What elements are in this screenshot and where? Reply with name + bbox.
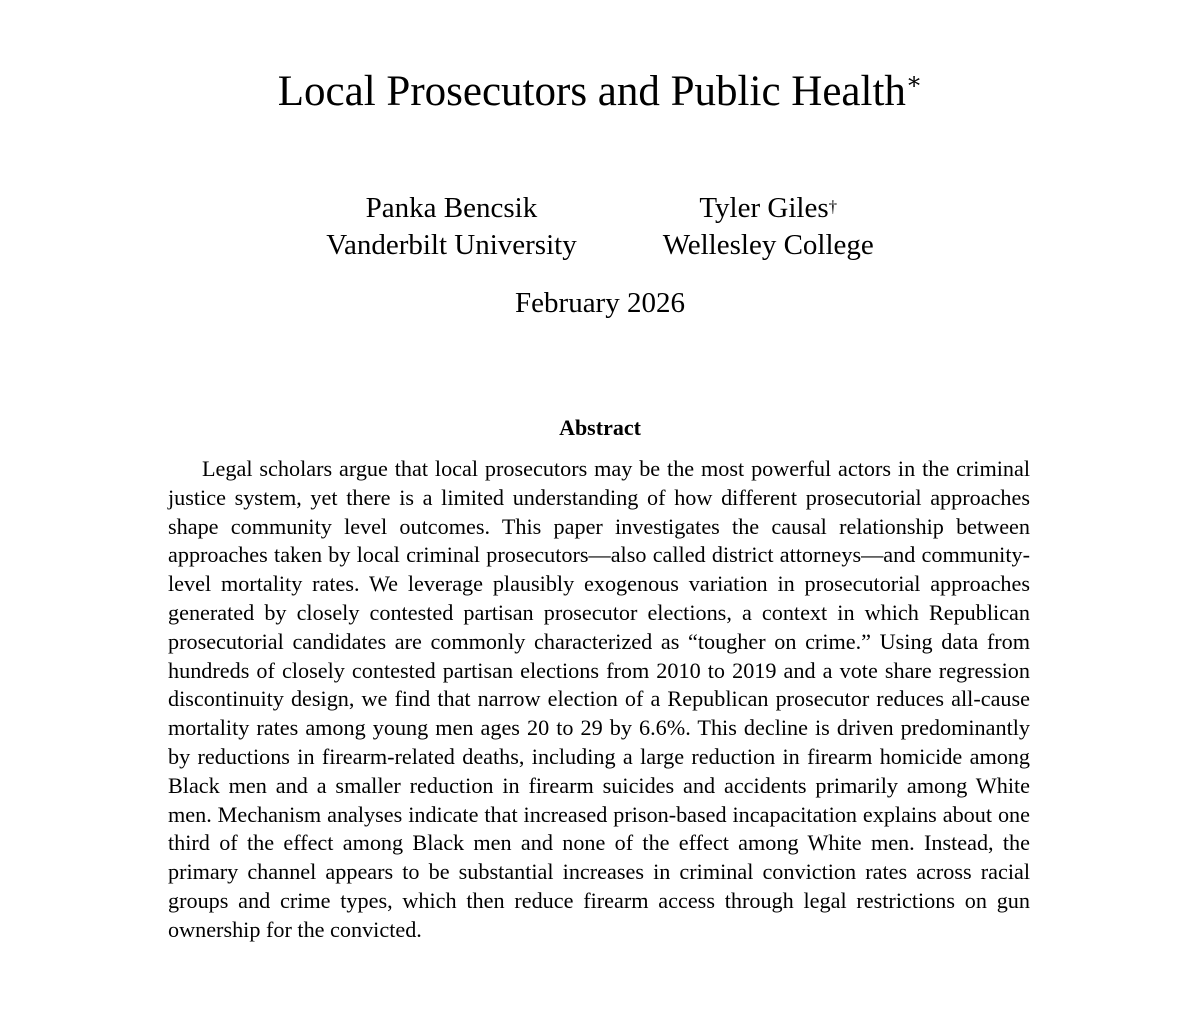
abstract-body: Legal scholars argue that local prosecutors may be the most powerful actors in the criminal justice system, yet there is a limited understanding of how different prosecutorial approaches shape community level outcomes. This paper investigates the causal relationship between approaches taken by local criminal prosecutors—also called district attorneys—and community-level mortality rates. We leverage plausibly exogenous variation in prosecutorial approaches generated by closely contested partisan prosecutor elections, a context in which Republican prosecutorial candidates are commonly characterized as “tougher on crime.” Using data from hundreds of closely contested partisan elections from 2010 to 2019 and a vote share regression discontinuity design, we find that narrow election of a Republican prosecutor reduces all-cause mortality rates among young men ages 20 to 29 by 6.6%. This decline is driven predominantly by reductions in firearm-related deaths, including a large reduction in firearm homicide among Black men and a smaller reduction in firearm suicides and accidents primarily among White men. Mechanism analyses indicate that increased prison-based incapacitation explains about one third of the effect among Black men and none of the effect among White men. Instead, the primary channel appears to be substantial increases in criminal conviction rates across racial groups and crime types, which then reduce firearm access through legal restrictions on gun ownership for the convicted. <box>168 456 1030 942</box>
author-1-name-text: Panka Bencsik <box>365 192 538 224</box>
paper-title <box>0 66 1200 118</box>
author-1-affiliation: Vanderbilt University <box>326 229 577 261</box>
author-2-footnote-mark[interactable]: † <box>828 197 838 216</box>
title-footnote-mark[interactable]: ∗ <box>905 69 923 95</box>
author-2-name-text: Tyler Giles <box>699 192 829 224</box>
author-2-name <box>663 190 874 227</box>
abstract-heading: Abstract <box>559 415 641 440</box>
author-1 <box>326 190 576 264</box>
author-2 <box>663 190 874 264</box>
paper-date: February 2026 <box>515 287 685 319</box>
paper-title-text: Local Prosecutors and Public Health <box>277 68 906 115</box>
author-2-affiliation: Wellesley College <box>662 229 874 261</box>
author-1-name <box>326 190 576 227</box>
author-block <box>0 190 1200 264</box>
